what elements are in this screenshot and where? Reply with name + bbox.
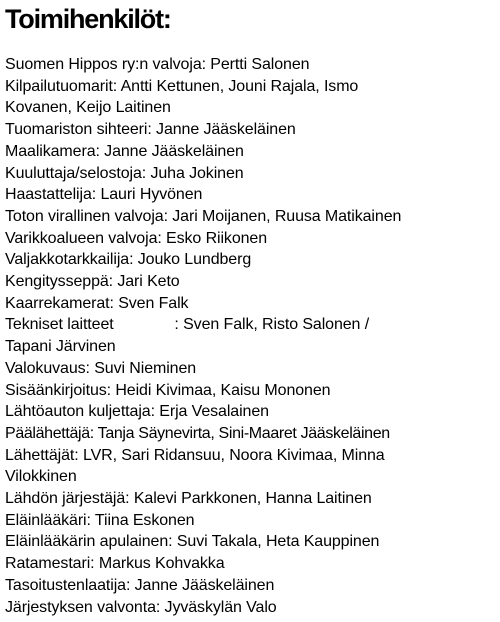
- list-item: Kilpailutuomarit: Antti Kettunen, Jouni Rajala, Ismo: [5, 77, 359, 95]
- officials-list: [5, 54, 497, 618]
- list-item: Vilokkinen: [5, 468, 77, 486]
- list-item: Tasoitustenlaatija: Janne Jääskeläinen: [5, 576, 275, 594]
- list-item: Päälähettäjä: Tanja Säynevirta, Sini-Maaret Jääskeläinen: [5, 424, 390, 442]
- list-item: Lähtöauton kuljettaja: Erja Vesalainen: [5, 403, 269, 421]
- list-item: Suomen Hippos ry:n valvoja: Pertti Salonen: [5, 56, 310, 73]
- list-item: Toton virallinen valvoja: Jari Moijanen, Ruusa Matikainen: [5, 207, 402, 225]
- list-item: Tekniset laitteet : Sven Falk, Risto Salonen /: [5, 316, 370, 334]
- list-item: Lähettäjät: LVR, Sari Ridansuu, Noora Kivimaa, Minna: [5, 446, 385, 464]
- list-item: Ratamestari: Markus Kohvakka: [5, 555, 225, 573]
- list-item: Valjakkotarkkailija: Jouko Lundberg: [5, 251, 252, 269]
- list-item: Kengitysseppä: Jari Keto: [5, 273, 180, 291]
- list-item: Kaarrekamerat: Sven Falk: [5, 294, 189, 312]
- list-item: Maalikamera: Janne Jääskeläinen: [5, 142, 244, 160]
- list-item: Valokuvaus: Suvi Nieminen: [5, 359, 197, 377]
- page-title: Toimihenkilöt:: [5, 4, 171, 34]
- list-item: Varikkoalueen valvoja: Esko Riikonen: [5, 229, 268, 247]
- list-item: Sisäänkirjoitus: Heidi Kivimaa, Kaisu Mononen: [5, 381, 331, 399]
- list-item: Tuomariston sihteeri: Janne Jääskeläinen: [5, 121, 296, 139]
- list-item: Tapani Järvinen: [5, 338, 116, 356]
- list-item: Lähdön järjestäjä: Kalevi Parkkonen, Hanna Laitinen: [5, 490, 372, 508]
- list-item: Eläinlääkäri: Tiina Eskonen: [5, 511, 195, 529]
- list-item: Kovanen, Keijo Laitinen: [5, 99, 171, 117]
- list-item: Haastattelija: Lauri Hyvönen: [5, 186, 203, 204]
- list-item: Eläinlääkärin apulainen: Suvi Takala, Heta Kauppinen: [5, 533, 380, 551]
- list-item: Järjestyksen valvonta: Jyväskylän Valo: [5, 598, 277, 616]
- list-item: Kuuluttaja/selostoja: Juha Jokinen: [5, 164, 244, 182]
